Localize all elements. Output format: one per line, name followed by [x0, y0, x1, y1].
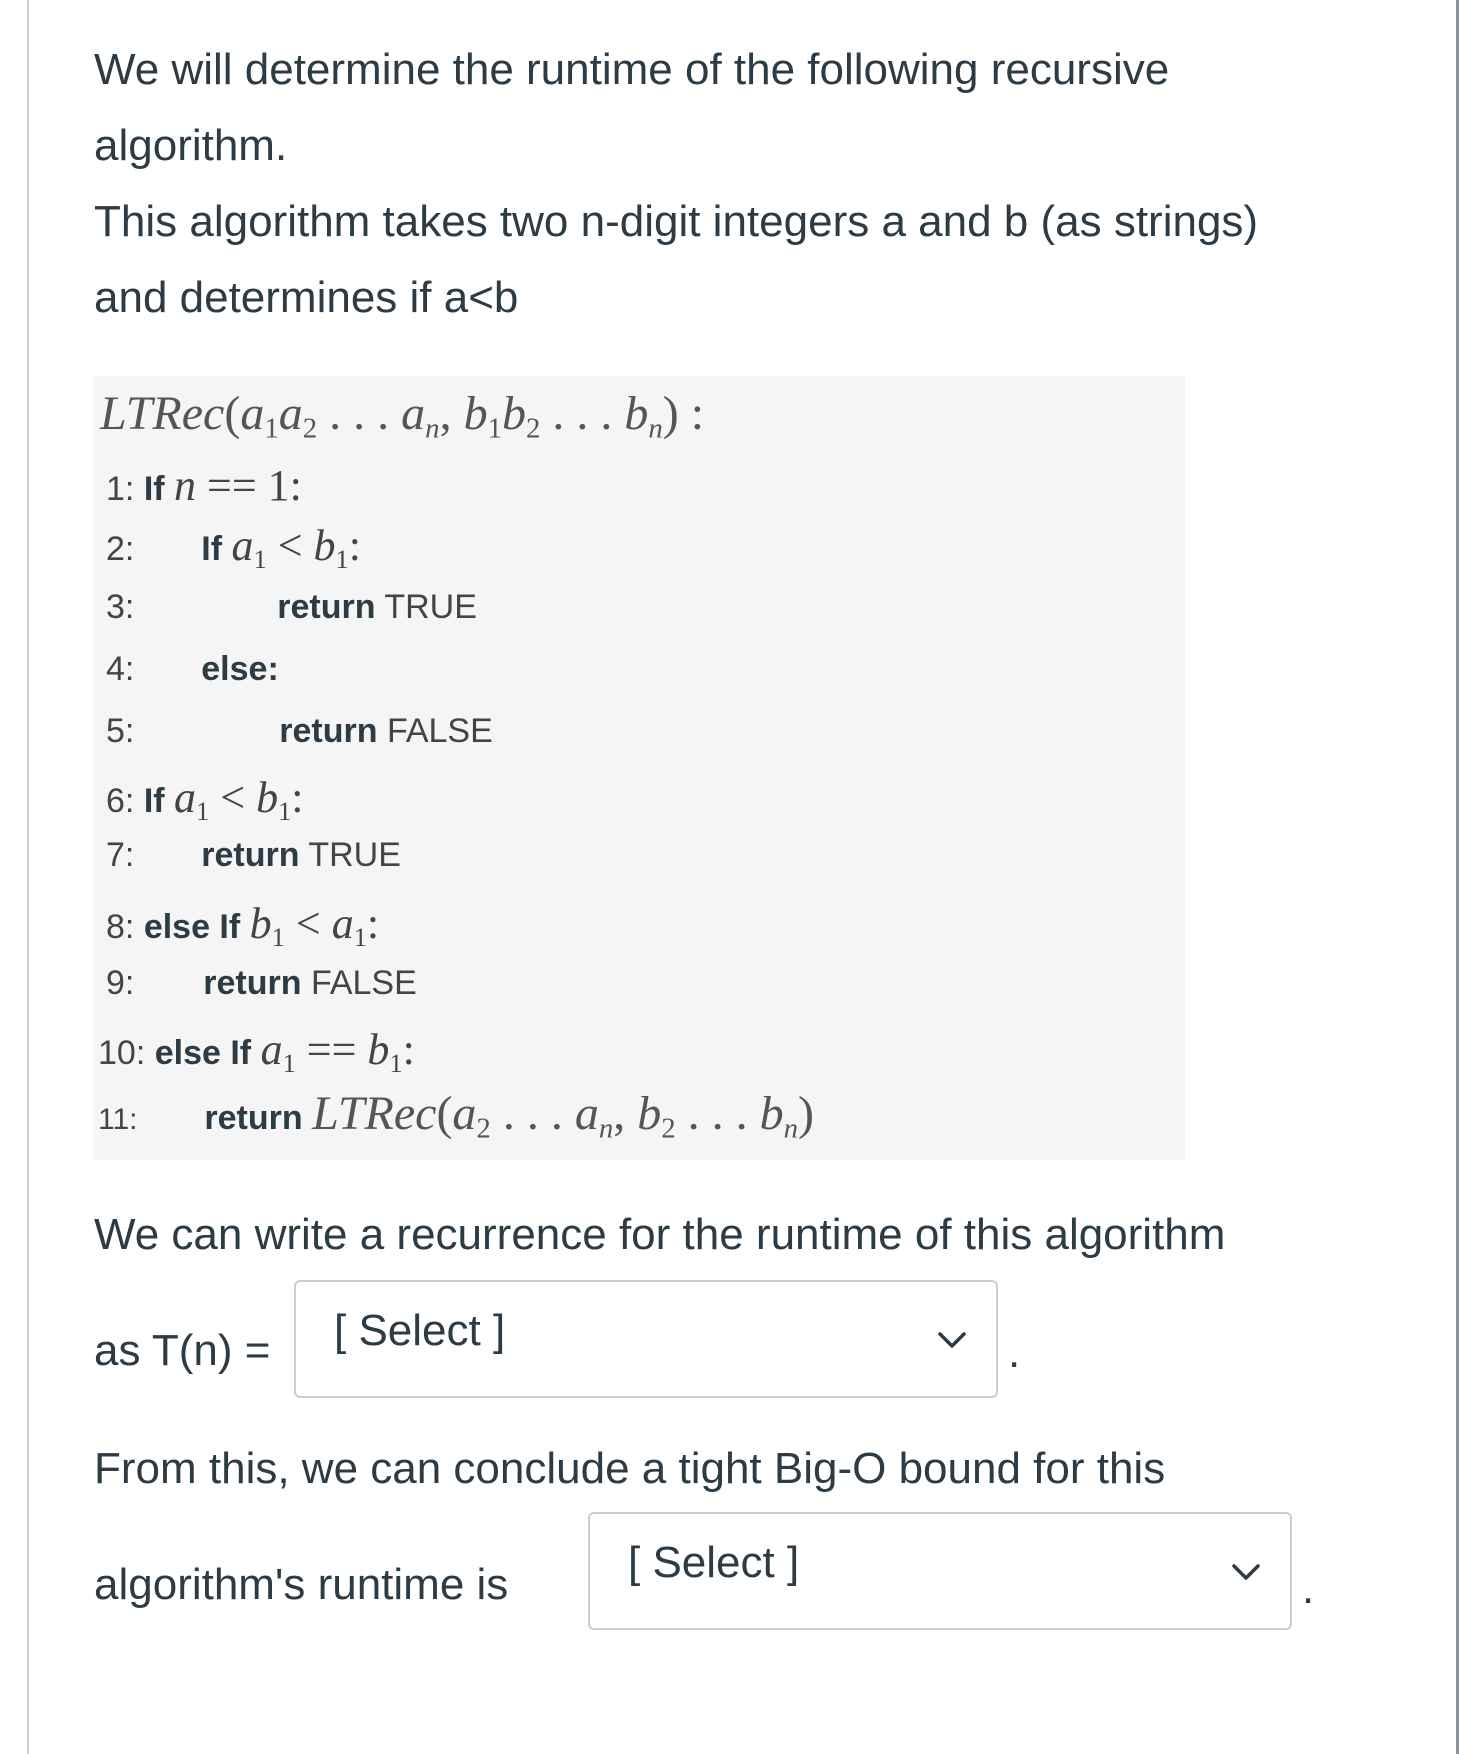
recurrence-select-value: [ Select ] — [334, 1306, 506, 1355]
chevron-down-icon — [1226, 1552, 1266, 1592]
question1-prefix: as T(n) = — [94, 1326, 271, 1375]
code-line-2: 2: If $a_1 < b_1$: — [106, 521, 361, 574]
code-line-10: 10: else If $a_1 == b_1$: — [98, 1025, 415, 1078]
code-line-8: 8: else If $b_1 < a_1$: — [106, 899, 380, 952]
intro-line-2: algorithm. — [94, 121, 288, 170]
pseudocode-block — [94, 376, 1185, 1160]
question1-text: We can write a recurrence for the runtime of this algorithm — [94, 1210, 1226, 1259]
code-line-6: 6: If $a_1 < b_1$: — [106, 773, 304, 826]
code-line-7: 7: return TRUE — [106, 836, 401, 874]
code-line-3: 3: return TRUE — [106, 588, 477, 626]
question1-suffix: . — [1008, 1328, 1021, 1377]
bigo-select-value: [ Select ] — [628, 1538, 800, 1587]
intro-line-3: This algorithm takes two n-digit integers a and b (as strings) — [94, 197, 1259, 246]
question-intro — [94, 32, 1434, 336]
question2-prefix: algorithm's runtime is — [94, 1560, 509, 1609]
intro-line-1: We will determine the runtime of the following recursive — [94, 45, 1170, 94]
code-line-5: 5: return FALSE — [106, 712, 493, 750]
code-line-9: 9: return FALSE — [106, 964, 417, 1002]
function-signature: $LTRec(a_1a_2$ . . . $a_n$, $b_1b_2$ . . . $b_n$) : — [100, 387, 705, 445]
code-line-4: 4: else: — [106, 650, 279, 688]
bigo-select[interactable] — [588, 1512, 1292, 1630]
intro-line-4: and determines if a<b — [94, 273, 519, 322]
question2-text: From this, we can conclude a tight Big-O bound for this — [94, 1444, 1166, 1493]
recurrence-select[interactable] — [294, 1280, 998, 1398]
code-line-11: 11: return $LTRec(a_2$ . . . $a_n$, $b_2$ . . . $b_n$) — [98, 1087, 815, 1145]
chevron-down-icon — [932, 1320, 972, 1360]
content-border-left — [27, 0, 29, 1754]
question2-suffix: . — [1302, 1564, 1315, 1613]
code-line-1: 1: If n == 1: — [106, 461, 302, 510]
